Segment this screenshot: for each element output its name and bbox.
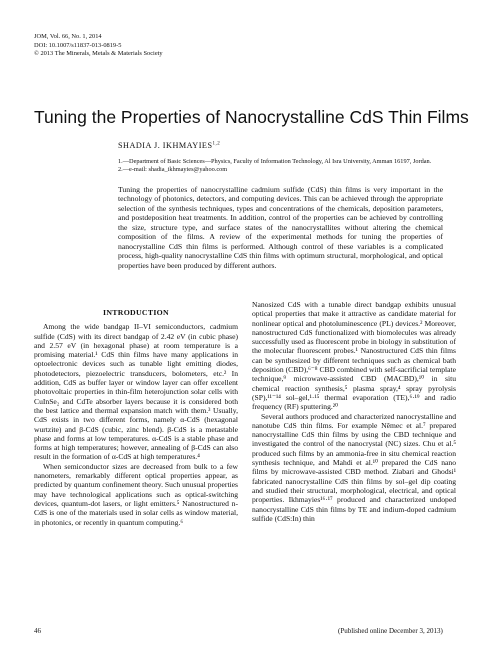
journal-info [34, 33, 163, 59]
paper-title: Tuning the Properties of Nanocrystalline CdS Thin Films [34, 107, 469, 127]
abstract: Tuning the properties of nanocrystalline cadmium sulfide (CdS) thin films is very important in the technology of photonics, detectors, and computing devices. This can be achieved through the appropriate selection of the synthesis techniques, types and concentrations of the chemicals, deposition parameters, and postdeposition heat treatments. In addition, control of the properties can be achieved by controlling the size, structure type, and surface states of the nanocrystallites without altering the chemical composition of the films. A review of the experimental methods for tuning the properties of nanocrystalline CdS thin films is performed. Although control of these variables is a complicated process, high-quality nanocrystalline CdS thin films with optimum structural, morphological, and optical properties have been produced by different authors. [118, 185, 443, 270]
affiliation-email: —e-mail: shadia_ikhmayies@yahoo.com [122, 166, 228, 174]
left-column [34, 300, 238, 527]
author-line [118, 141, 220, 150]
affiliation [118, 158, 448, 175]
intro-paragraph-2: When semiconductor sizes are decreased from bulk to a few nanometers, remarkably different optical properties appear, as predicted by quantum confinement theory. Such unusual properties may have technological applications such as optical-switching devices, quantum-dot lasers, or light emitters.⁵ Nanostructured n-CdS is one of the materials used in solar cells as window material, in photonics, or recently in quantum computing.⁶ [34, 461, 238, 527]
journal-doi: DOI: 10.1007/s11837-013-0819-5 [34, 41, 122, 49]
intro-paragraph-1: Among the wide bandgap II–VI semiconductors, cadmium sulfide (CdS) with its direct bandgap of 2.42 eV (in cubic phase) and 2.57 eV (in hexagonal phase) at room temperature is a promising material.¹ CdS thin films have many applications in optoelectronic devices such as tunable light emitting diodes, photodetectors, piezoelectric transducers, bolometers, etc.² In addition, CdS as buffer layer or window layer can offer excellent photovoltaic properties in thin-film heterojunction solar cells with CuInSe₂ and CdTe absorber layers because it is considered both the best lattice and thermal expansion match with them.³ Usually, CdS exists in two different forms, namely α-CdS (hexagonal wurtzite) and β-CdS (cubic, zinc blend). β-CdS is a metastable phase and forms at low temperatures. α-CdS is a stable phase and forms at high temperatures; however, annealing of β-CdS can also result in the formation of α-CdS at high temperatures.⁴ [34, 322, 238, 462]
affiliation-mark-1: 1. [118, 158, 123, 165]
page-number: 46 [34, 627, 41, 635]
journal-volume: JOM, Vol. 66, No. 1, 2014 [34, 33, 102, 40]
published-date: (Published online December 3, 2013) [338, 627, 443, 635]
right-column [252, 300, 456, 523]
intro-paragraph-4: Several authors produced and characterized nanocrystalline and nanotube CdS thin films. For example Němec et al.⁷ prepared nanocrystalline CdS thin films by using the CBD technique and investigated the control of the nanocrystal (NC) sizes. Chu et al.⁵ produced such films by an ammonia-free in situ chemical reaction synthesis technique, and Mahdi et al.¹⁰ prepared the CdS nano films by microwave-assisted CBD method. Ziabari and Ghodsi¹ fabricated nanocrystalline CdS thin films by sol–gel dip coating and studied their structural, morphological, electrical, and optical properties. Ikhmayies¹⁶·¹⁷ produced and characterized undoped nanocrystalline CdS thin films by TE and indium-doped cadmium sulfide (CdS:In) thin [252, 411, 456, 523]
author-marks: 1,2 [212, 141, 221, 147]
author-name: SHADIA J. IKHMAYIES [118, 141, 213, 150]
section-heading-introduction: INTRODUCTION [103, 308, 169, 317]
intro-paragraph-3: Nanosized CdS with a tunable direct bandgap exhibits unusual optical properties that make it attractive as candidate material for nonlinear optical and photoluminescence (PL) devices.² Moreover, nanostructured CdS functionalized with biomolecules was already successfully used as fluorescent probe in biology in substitution of the molecular fluorescent probes.¹ Nanostructured CdS thin films can be synthesized by different techniques such as chemical bath deposition (CBD),⁶⁻⁸ CBD combined with self-sacrificial template technique,⁹ microwave-assisted CBD (MACBD),¹⁰ in situ chemical reaction synthesis,⁵ plasma spray,⁴ spray pyrolysis (SP),¹¹⁻¹⁴ sol–gel,¹·¹⁵ thermal evaporation (TE),⁶·¹⁹ and radio frequency (RF) sputtering.²⁰ [252, 300, 456, 412]
journal-copyright: © 2013 The Minerals, Metals & Materials Society [34, 50, 163, 58]
affiliation-text-1: —Department of Basic Sciences—Physics, Faculty of Information Technology, Al Isra University, Amman 16197, Jordan. [122, 158, 432, 165]
affiliation-mark-2: 2. [118, 166, 123, 174]
